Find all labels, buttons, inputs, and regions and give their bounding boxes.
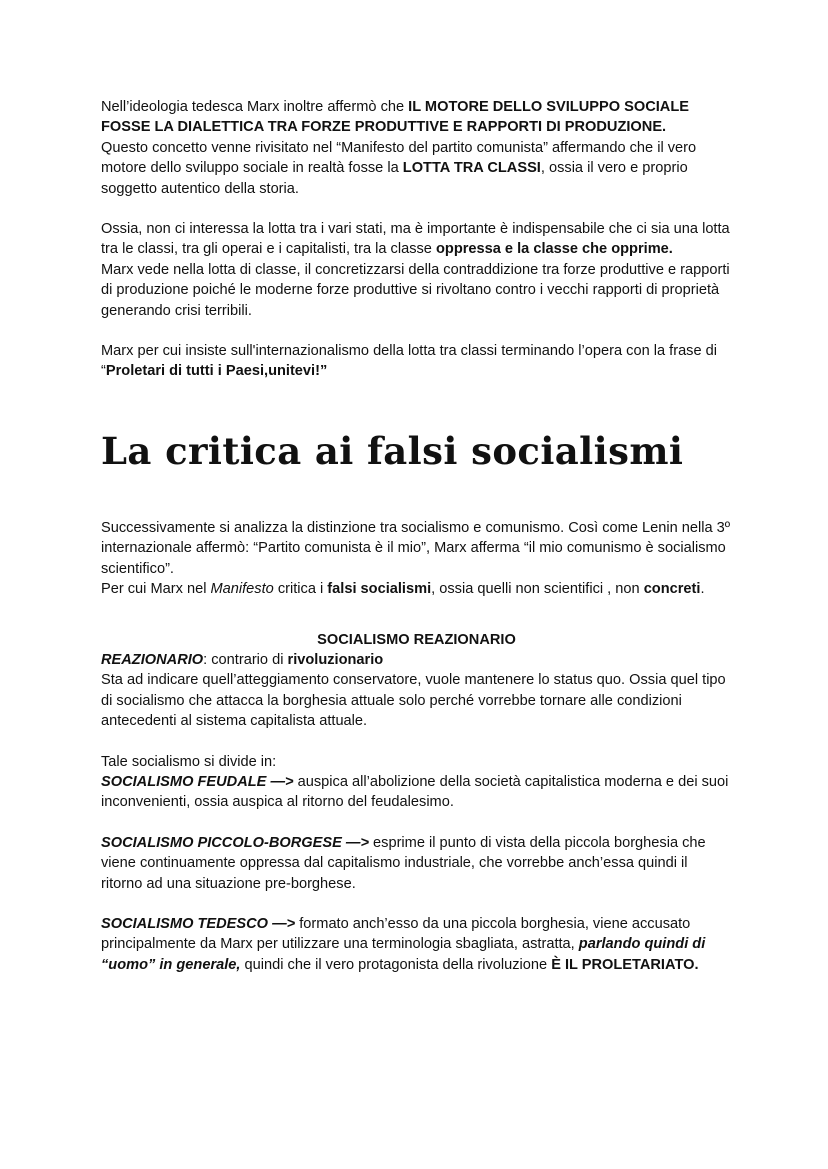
text-span: Questo concetto venne rivisitato nel “Manifesto del partito comunista” affermando che il vero motore dello sviluppo sociale in realtà fosse la [101, 139, 697, 177]
text-span: Sta ad indicare quell’atteggiamento conservatore, vuole mantenere lo status quo. Ossia quel tipo di socialismo che attacca la borghesia attuale solo perché vorrebbe tornare alle condizioni antecedenti al sistema capitalista attuale. [101, 672, 726, 730]
bold-text: Proletari di tutti i Paesi,unitevi!” [105, 363, 328, 380]
text-span: critica i [273, 581, 328, 598]
text-span: , ossia quelli non scientifici , non [431, 581, 644, 598]
text-span: Marx vede nella lotta di classe, il concretizzarsi della contraddizione tra forze produttive e rapporti di produzione poiché le moderne forze produttive si rivoltano contro i vecchi rapporti di proprietà generando crisi terribili. [101, 261, 730, 319]
text-span: Marx per cui insiste sull'internazionalismo della lotta tra classi terminando l’opera con la frase di “ [101, 343, 718, 380]
text-span: Successivamente si analizza la distinzione tra socialismo e comunismo. Così come Lenin nella 3º internazionale affermò: “Partito comunista è il mio”, Marx afferma “il mio comunismo è socialismo scientifico”. [101, 519, 731, 577]
bold-italic-term: REAZIONARIO [101, 651, 204, 668]
bold-italic-text: parlando quindi di “uomo” in generale, [101, 936, 706, 973]
text-span: quindi che il vero protagonista della rivoluzione [240, 956, 552, 973]
bold-italic-term: SOCIALISMO PICCOLO-BORGESE —> [101, 834, 369, 851]
bold-text: oppressa e la classe che opprime. [435, 241, 673, 258]
bold-text: LOTTA TRA CLASSI [402, 160, 541, 177]
piccolo-borgese-paragraph [101, 833, 732, 894]
text-span: , ossia il vero e proprio soggetto autentico della storia. [101, 160, 688, 197]
text-span: : contrario di [203, 651, 288, 668]
intro-paragraph-3 [101, 341, 732, 382]
section-heading: La critica ai falsi socialismi [101, 428, 684, 473]
bold-text: IL MOTORE DELLO SVILUPPO SOCIALE FOSSE LA DIALETTICA TRA FORZE PRODUTTIVE E RAPPORTI DI PRODUZIONE. [101, 99, 689, 136]
bold-text: concreti [643, 581, 701, 598]
bold-italic-term: SOCIALISMO FEUDALE —> [101, 773, 294, 790]
bold-text: falsi socialismi [327, 581, 432, 598]
tedesco-paragraph [101, 914, 732, 975]
intro-paragraph-1 [101, 97, 732, 199]
text-span: Tale socialismo si divide in: [101, 753, 277, 770]
bold-text: rivoluzionario [287, 651, 384, 668]
subsection-title: SOCIALISMO REAZIONARIO [317, 631, 516, 648]
text-span: auspica all’abolizione della società capitalistica moderna e dei suoi inconvenienti, ossia auspica al ritorno del feudalesimo. [101, 773, 729, 811]
text-span: Ossia, non ci interessa la lotta tra i vari stati, ma è importante è indispensabile che ci sia una lotta tra le classi, tra gli operai e i capitalisti, tra la classe [101, 221, 730, 258]
italic-text: Manifesto [210, 581, 274, 598]
text-span: Nell’ideologia tedesca Marx inoltre affermò che [101, 99, 409, 115]
intro-paragraph-2 [101, 219, 732, 321]
definition-paragraph [101, 650, 732, 732]
text-span: . [700, 581, 705, 598]
text-span: formato anch’esso da una piccola borghesia, viene accusato principalmente da Marx per utilizzare una terminologia sbagliata, astratta, [101, 915, 691, 953]
text-span: Per cui Marx nel [101, 581, 211, 598]
bold-text: È IL PROLETARIATO. [551, 956, 699, 973]
section-paragraph-1 [101, 518, 732, 600]
text-span: esprime il punto di vista della piccola borghesia che viene continuamente oppressa dal capitalismo industriale, che vorrebbe anch’essa quindi il ritorno ad una situazione pre-borghese. [101, 834, 706, 892]
feudale-paragraph [101, 752, 732, 813]
bold-italic-term: SOCIALISMO TEDESCO —> [101, 915, 296, 932]
